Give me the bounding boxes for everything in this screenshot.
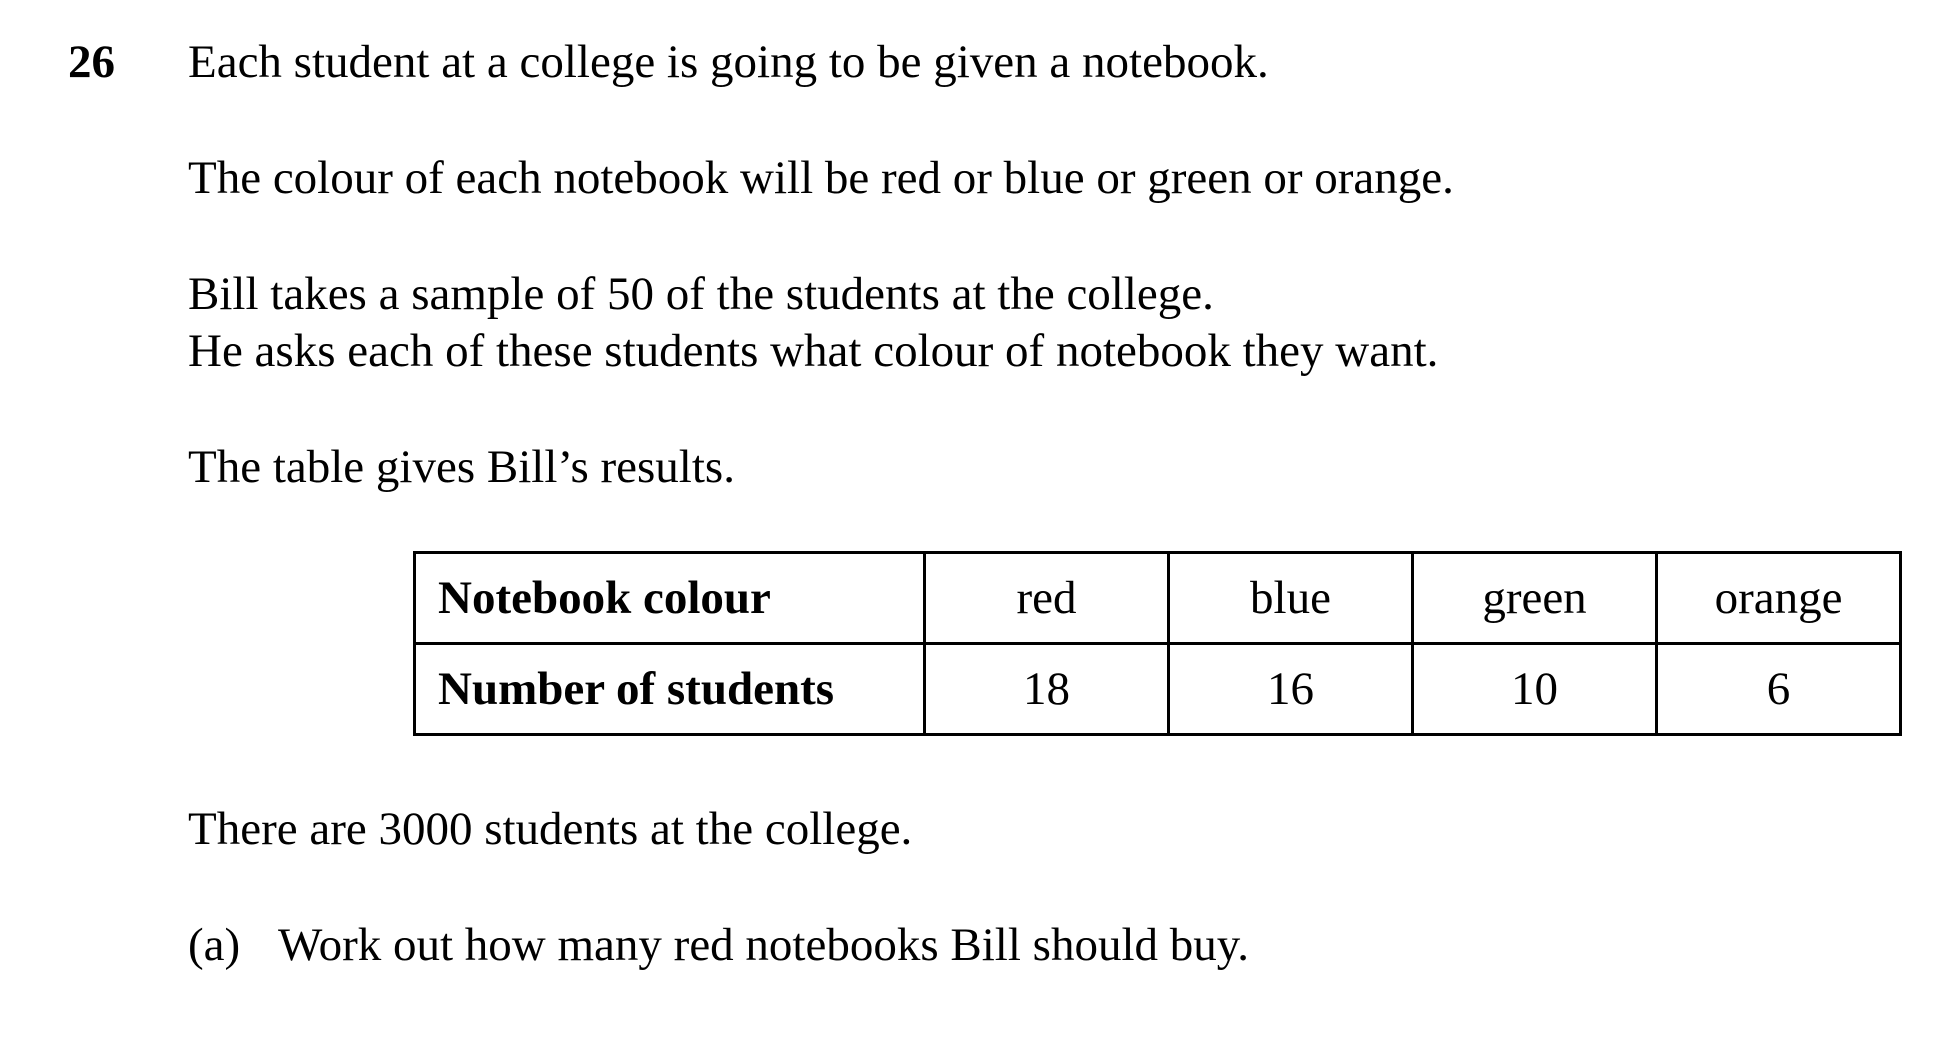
colour-cell-green: green <box>1413 553 1657 644</box>
table-row-count <box>415 644 1901 735</box>
row-header-count: Number of students <box>415 644 925 735</box>
count-cell-red: 18 <box>925 644 1169 735</box>
colour-cell-red: red <box>925 553 1169 644</box>
table-row-colour <box>415 553 1901 644</box>
question-line-3: Bill takes a sample of 50 of the students at the college. <box>188 268 1214 320</box>
question-number: 26 <box>68 36 115 88</box>
question-line-4: He asks each of these students what colour of notebook they want. <box>188 325 1439 377</box>
colour-cell-orange: orange <box>1657 553 1901 644</box>
question-line-2: The colour of each notebook will be red or blue or green or orange. <box>188 152 1454 204</box>
row-header-colour: Notebook colour <box>415 553 925 644</box>
part-a-label: (a) <box>188 919 241 971</box>
question-line-5: The table gives Bill’s results. <box>188 441 735 493</box>
results-table <box>413 551 1902 736</box>
part-a-text: Work out how many red notebooks Bill should buy. <box>278 919 1249 971</box>
count-cell-green: 10 <box>1413 644 1657 735</box>
colour-cell-blue: blue <box>1169 553 1413 644</box>
count-cell-orange: 6 <box>1657 644 1901 735</box>
part-a <box>188 917 1249 973</box>
question-line-1: Each student at a college is going to be given a notebook. <box>188 36 1269 88</box>
question-line-6: There are 3000 students at the college. <box>188 803 913 855</box>
count-cell-blue: 16 <box>1169 644 1413 735</box>
